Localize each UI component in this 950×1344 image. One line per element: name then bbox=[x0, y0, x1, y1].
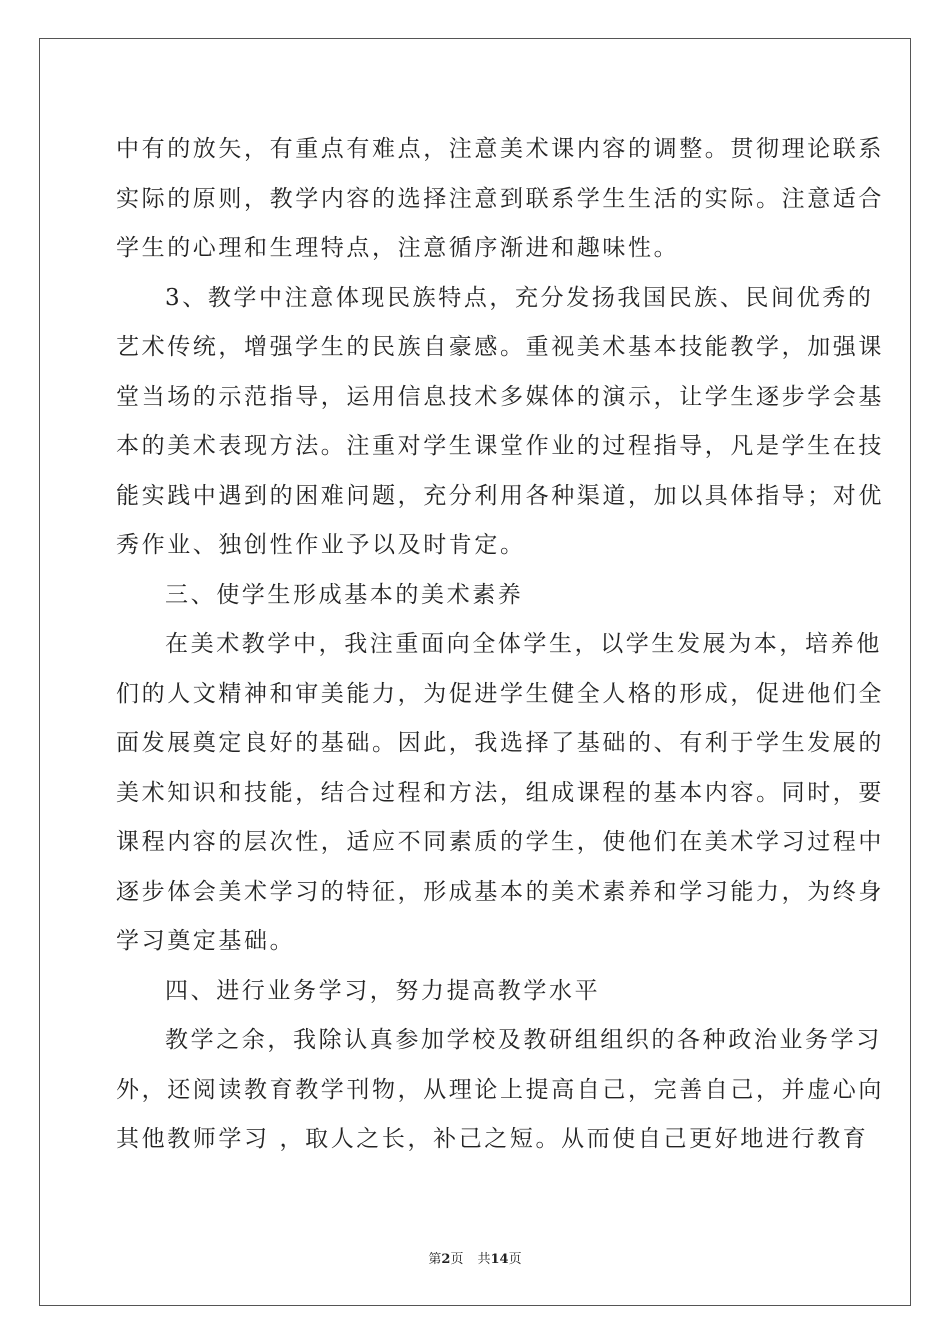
footer-total-number: 14 bbox=[490, 1252, 509, 1267]
text-line: 们的人文精神和审美能力，为促进学生健全人格的形成，促进他们全 bbox=[116, 680, 884, 707]
text-line: 面发展奠定良好的基础。因此，我选择了基础的、有利于学生发展的 bbox=[116, 730, 884, 756]
text-line: 堂当场的示范指导，运用信息技术多媒体的演示，让学生逐步学会基 bbox=[116, 383, 884, 410]
text-line: 艺术传统，增强学生的民族自豪感。重视美术基本技能教学，加强课 bbox=[116, 334, 884, 360]
footer-total-prefix: 共 bbox=[477, 1252, 491, 1267]
footer-page-prefix: 第 bbox=[428, 1252, 442, 1267]
text-line: 其他教师学习 ，取人之长，补己之短。从而使自己更好地进行教育 bbox=[116, 1126, 869, 1152]
text-line: 美术知识和技能，结合过程和方法，组成课程的基本内容。同时，要 bbox=[116, 779, 884, 806]
text-line: 教学之余，我除认真参加学校及教研组组织的各种政治业务学习 bbox=[165, 1027, 882, 1053]
text-line: 3、教学中注意体现民族特点，充分发扬我国民族、民间优秀的 bbox=[165, 284, 874, 311]
text-line: 学生的心理和生理特点，注意循序渐进和趣味性。 bbox=[116, 235, 680, 261]
text-line: 实际的原则，教学内容的选择注意到联系学生生活的实际。注意适合 bbox=[116, 185, 884, 212]
text-line: 本的美术表现方法。注重对学生课堂作业的过程指导，凡是学生在技 bbox=[116, 433, 884, 459]
text-line: 课程内容的层次性，适应不同素质的学生，使他们在美术学习过程中 bbox=[116, 829, 884, 855]
section-heading: 四、进行业务学习，努力提高教学水平 bbox=[165, 977, 601, 1004]
text-line: 能实践中遇到的困难问题，充分利用各种渠道，加以具体指导；对优 bbox=[116, 482, 884, 509]
text-line: 秀作业、独创性作业予以及时肯定。 bbox=[116, 532, 526, 558]
text-line: 学习奠定基础。 bbox=[116, 928, 296, 954]
text-line: 外，还阅读教育教学刊物，从理论上提高自己，完善自己，并虚心向 bbox=[116, 1076, 884, 1103]
text-line: 中有的放矢，有重点有难点，注意美术课内容的调整。贯彻理论联系 bbox=[116, 136, 884, 162]
footer-page-suffix: 页 bbox=[450, 1252, 464, 1267]
section-heading: 三、使学生形成基本的美术素养 bbox=[165, 581, 524, 608]
page-footer bbox=[0, 1248, 950, 1267]
footer-total-suffix: 页 bbox=[508, 1252, 522, 1267]
text-line: 逐步体会美术学习的特征，形成基本的美术素养和学习能力，为终身 bbox=[116, 878, 884, 905]
text-line: 在美术教学中，我注重面向全体学生，以学生发展为本，培养他 bbox=[165, 631, 882, 657]
footer-page-number: 2 bbox=[441, 1252, 451, 1267]
document-body bbox=[116, 125, 884, 1165]
